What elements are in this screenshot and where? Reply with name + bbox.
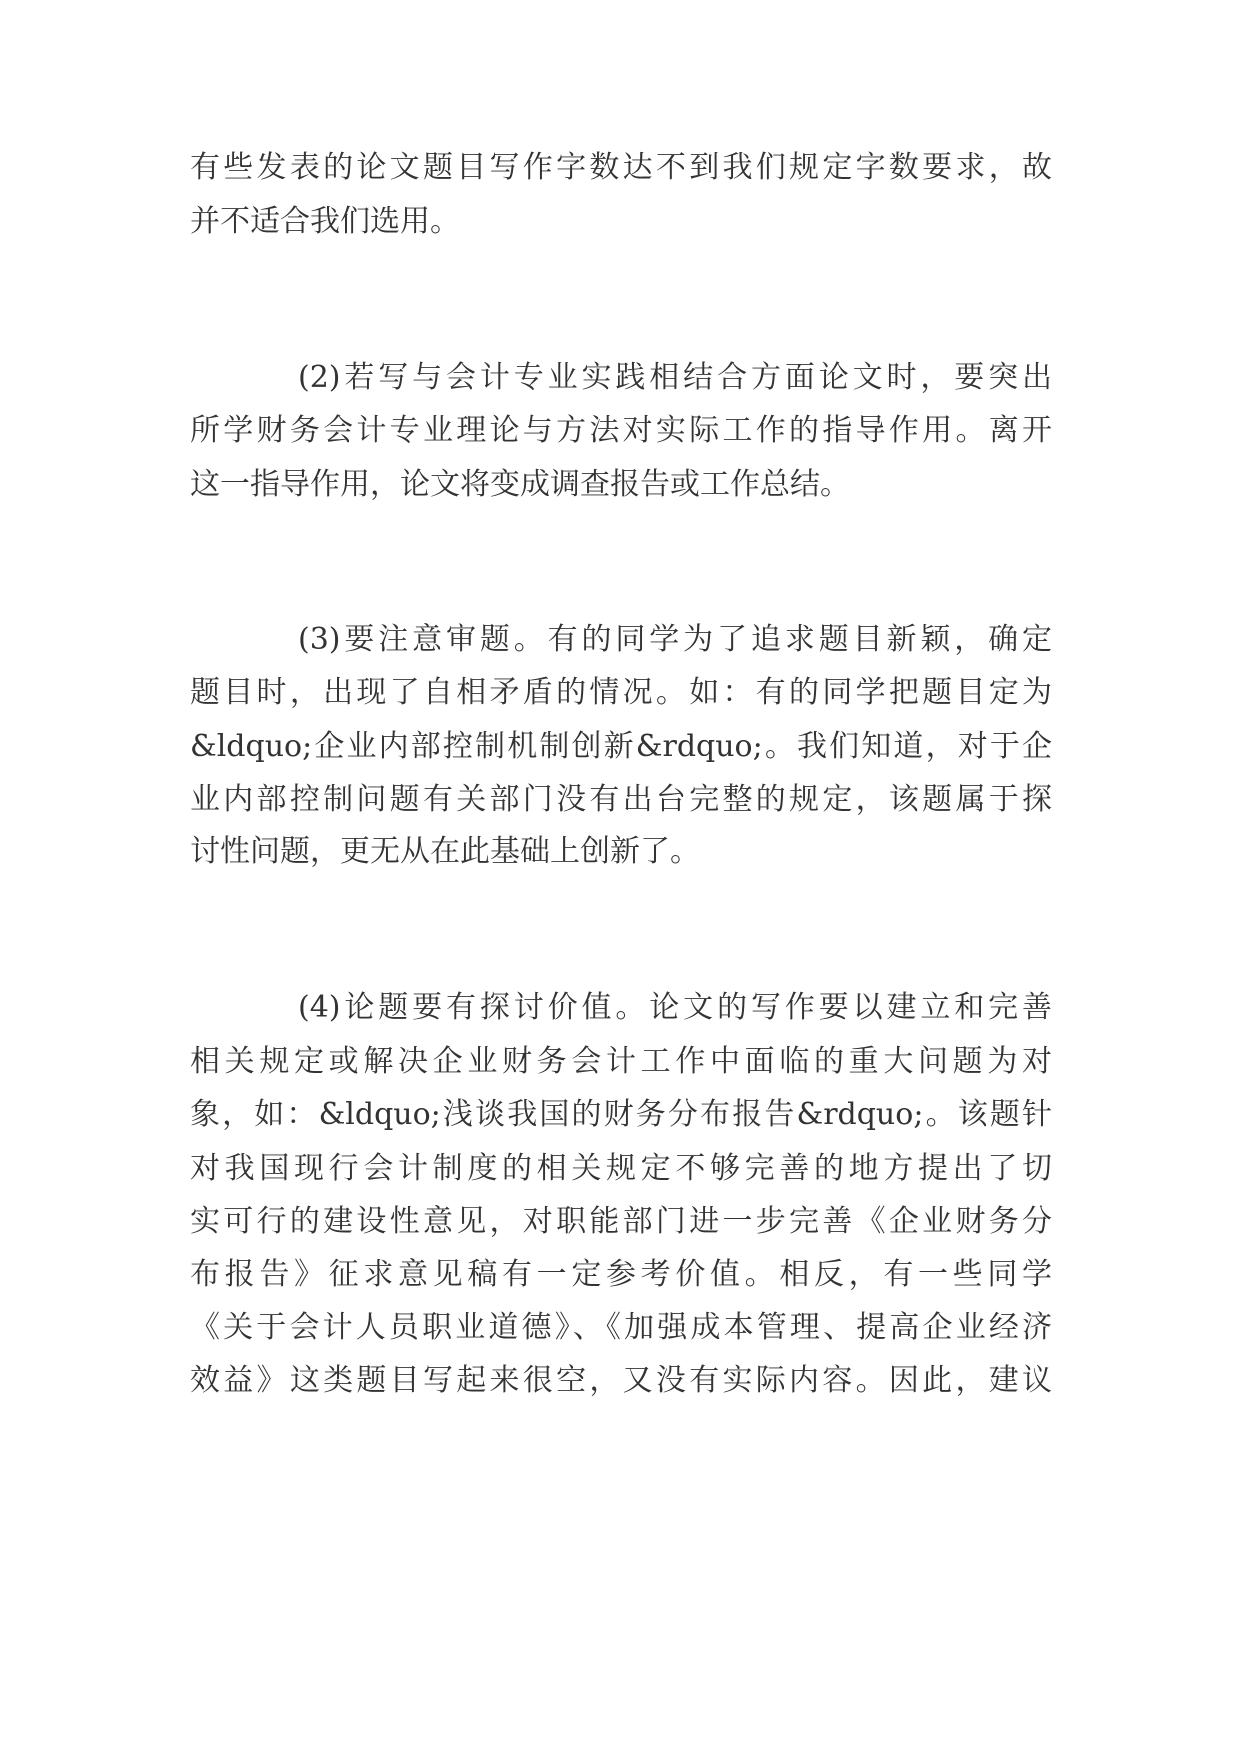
text-line: 业内部控制问题有关部门没有出台完整的规定，该题属于探 <box>190 782 1052 817</box>
paragraph-2-first-line: (2)若写与会计专业实践相结合方面论文时，要突出 <box>298 360 1052 395</box>
text-line: 象，如：&ldquo;浅谈我国的财务分布报告&rdquo;。该题针 <box>190 1097 1052 1132</box>
text-line: 有些发表的论文题目写作字数达不到我们规定字数要求，故 <box>190 150 1052 185</box>
text-line: 效益》这类题目写起来很空，又没有实际内容。因此，建议 <box>190 1363 1052 1398</box>
text-line: 并不适合我们选用。 <box>190 204 460 239</box>
text-line: 题目时，出现了自相矛盾的情况。如：有的同学把题目定为 <box>190 675 1052 710</box>
text-line: 讨性问题，更无从在此基础上创新了。 <box>190 834 700 869</box>
text-line: &ldquo;企业内部控制机制创新&rdquo;。我们知道，对于企 <box>190 729 1052 764</box>
text-line: 这一指导作用，论文将变成调查报告或工作总结。 <box>190 467 850 502</box>
paragraph-4-first-line: (4)论题要有探讨价值。论文的写作要以建立和完善 <box>298 990 1052 1025</box>
text-line: 对我国现行会计制度的相关规定不够完善的地方提出了切 <box>190 1151 1052 1186</box>
paragraph-3-first-line: (3)要注意审题。有的同学为了追求题目新颖，确定 <box>298 622 1052 657</box>
text-line: 布报告》征求意见稿有一定参考价值。相反，有一些同学 <box>190 1257 1052 1292</box>
text-line: 所学财务会计专业理论与方法对实际工作的指导作用。离开 <box>190 413 1052 448</box>
text-line: 实可行的建设性意见，对职能部门进一步完善《企业财务分 <box>190 1204 1052 1239</box>
text-line: 相关规定或解决企业财务会计工作中面临的重大问题为对 <box>190 1044 1052 1079</box>
text-line: 《关于会计人员职业道德》、《加强成本管理、提高企业经济 <box>190 1310 1052 1345</box>
